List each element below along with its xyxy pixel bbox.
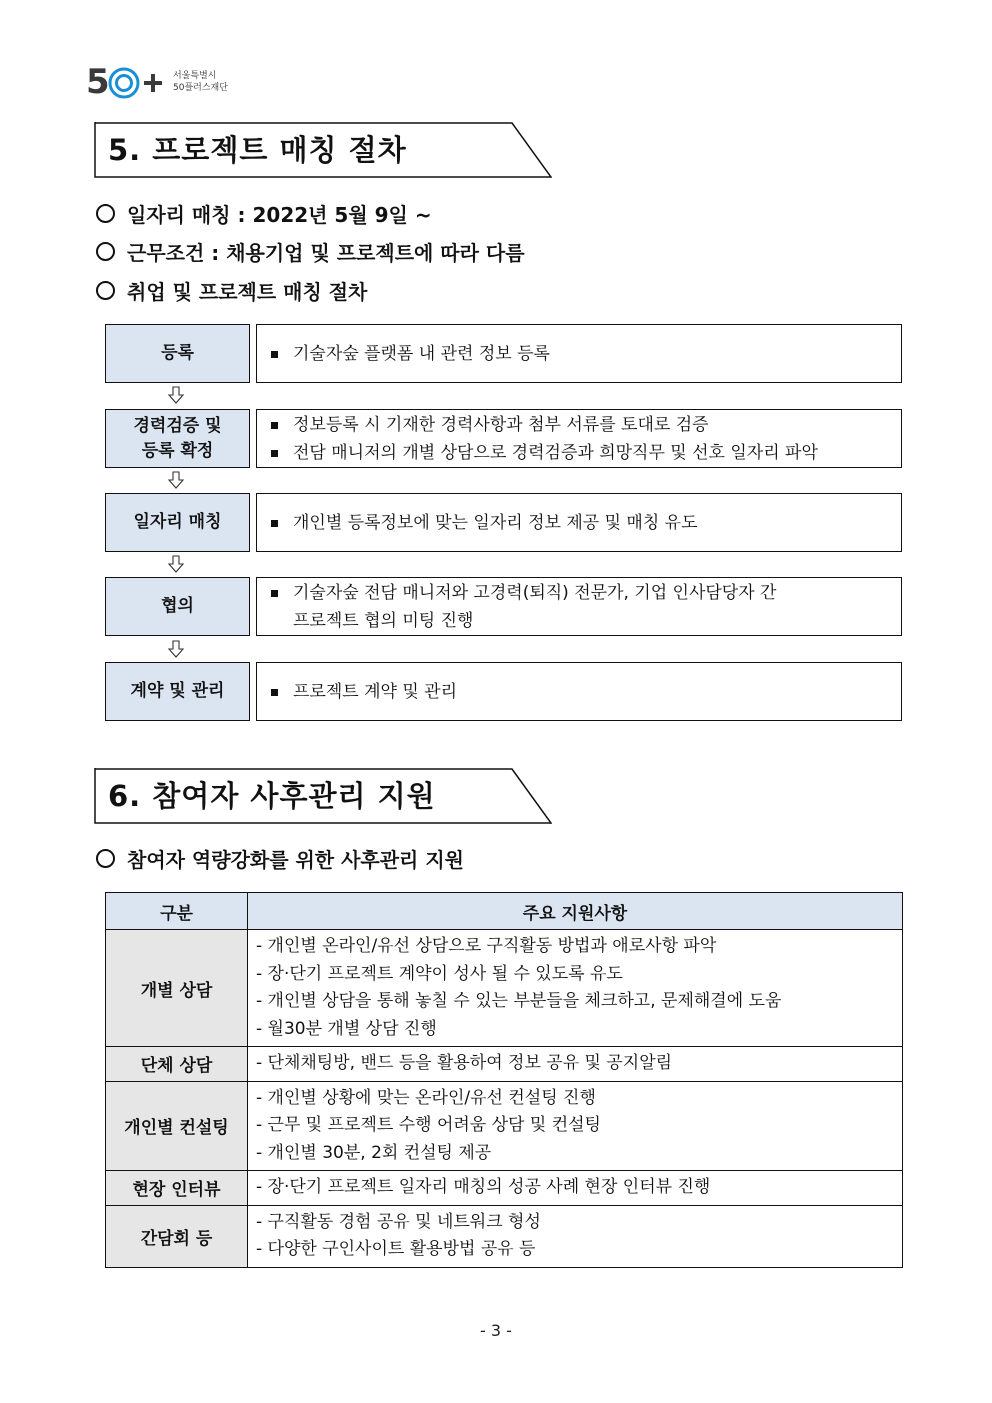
step-item: 전담 매니저의 개별 상담으로 경력검증과 희망직무 및 선호 일자리 파악 <box>257 439 901 467</box>
logo-org-line1: 서울특별시 <box>173 71 217 81</box>
page-number: - 3 - <box>480 1321 512 1340</box>
table-row <box>106 1205 903 1267</box>
bullet-text: 일자리 매칭 : 2022년 5월 9일 ~ <box>127 203 432 227</box>
bullet-aftercare <box>96 845 464 875</box>
table-row <box>106 1081 903 1171</box>
step-item: 프로젝트 계약 및 관리 <box>257 678 901 706</box>
table-row-items <box>248 1205 903 1267</box>
step-desc-registration <box>256 324 902 383</box>
table-item: - 개인별 상담을 통해 놓칠 수 있는 부분들을 체크하고, 문제해결에 도움 <box>256 991 782 1011</box>
bullet-process <box>96 277 367 307</box>
table-item: - 구직활동 경험 공유 및 네트워크 형성 <box>256 1211 541 1232</box>
down-arrow-icon <box>168 471 184 489</box>
step-desc-consultation <box>256 577 902 636</box>
down-arrow-icon <box>168 555 184 573</box>
step-item-continued: 프로젝트 협의 미팅 진행 <box>293 610 474 631</box>
bullet-matching-date <box>96 200 432 230</box>
table-item: - 개인별 상황에 맞는 온라인/유선 컨설팅 진행 <box>256 1087 596 1108</box>
logo-org-line2: 50플러스재단 <box>173 83 228 93</box>
table-row-items <box>248 1171 903 1206</box>
table-row <box>106 1047 903 1082</box>
table-row <box>106 1171 903 1206</box>
table-item: - 월30분 개별 상담 진행 <box>256 1018 437 1039</box>
step-item: 기술자숲 전담 매니저와 고경력(퇴직) 전문가, 기업 인사담당자 간 <box>257 579 901 607</box>
table-header-details: 주요 지원사항 <box>248 893 903 930</box>
table-item: - 개인별 온라인/유선 상담으로 구직활동 방법과 애로사항 파악 <box>256 936 717 956</box>
circle-bullet-icon <box>96 281 115 300</box>
bullet-working-conditions <box>96 238 525 268</box>
step-label-text-line1: 경력검증 및 <box>133 415 222 436</box>
section6-title-box <box>94 768 552 824</box>
table-row-items <box>248 930 903 1047</box>
table-row-items <box>248 1081 903 1171</box>
step-desc-contract <box>256 662 902 721</box>
table-header-category: 구분 <box>106 893 248 930</box>
table-row-category: 단체 상담 <box>106 1047 248 1082</box>
step-label-registration <box>105 324 250 383</box>
step-item: 개인별 등록정보에 맞는 일자리 정보 제공 및 매칭 유도 <box>257 509 901 537</box>
down-arrow-icon <box>168 386 184 404</box>
step-item: 기술자숲 플랫폼 내 관련 정보 등록 <box>257 340 901 368</box>
down-arrow-icon <box>168 640 184 658</box>
step-label-text: 계약 및 관리 <box>130 681 225 701</box>
step-label-text-line2: 등록 확정 <box>141 440 214 461</box>
table-item: - 근무 및 프로젝트 수행 어려움 상담 및 컨설팅 <box>256 1115 601 1135</box>
bullet-text: 근무조건 : 채용기업 및 프로젝트에 따라 다름 <box>127 241 525 265</box>
table-item: - 개인별 30분, 2회 컨설팅 제공 <box>256 1142 492 1163</box>
table-header-row <box>106 893 903 930</box>
step-item: 정보등록 시 기재한 경력사항과 첨부 서류를 토대로 검증 <box>257 411 901 439</box>
logo-numeral: 5 <box>86 62 110 102</box>
logo-mark-icon <box>86 62 174 102</box>
table-item: - 장·단기 프로젝트 계약이 성사 될 수 있도록 유도 <box>256 963 623 984</box>
logo <box>86 62 256 102</box>
table-item: - 단체채팅방, 밴드 등을 활용하여 정보 공유 및 공지알림 <box>256 1053 673 1073</box>
section5-title-box <box>94 122 552 178</box>
circle-bullet-icon <box>96 849 115 868</box>
step-label-consultation <box>105 577 250 636</box>
step-label-text: 협의 <box>161 596 194 616</box>
step-label-contract <box>105 662 250 721</box>
table-row-items <box>248 1047 903 1082</box>
table-item: - 장·단기 프로젝트 일자리 매칭의 성공 사례 현장 인터뷰 진행 <box>256 1177 711 1197</box>
step-desc-job-matching <box>256 493 902 552</box>
logo-org-name <box>173 70 228 94</box>
section5-title: 5. 프로젝트 매칭 절차 <box>108 133 407 167</box>
step-label-text: 일자리 매칭 <box>133 512 222 532</box>
table-row-category: 현장 인터뷰 <box>106 1171 248 1206</box>
table-item: - 다양한 구인사이트 활용방법 공유 등 <box>256 1239 536 1259</box>
table-row-category: 개인별 컨설팅 <box>106 1081 248 1171</box>
bullet-text: 참여자 역량강화를 위한 사후관리 지원 <box>127 848 464 872</box>
table-row-category: 간담회 등 <box>106 1205 248 1267</box>
circle-bullet-icon <box>96 204 115 223</box>
step-label-job-matching <box>105 493 250 552</box>
table-row <box>106 930 903 1047</box>
circle-bullet-icon <box>96 242 115 261</box>
step-desc-verification <box>256 409 902 468</box>
step-label-text: 등록 <box>161 343 194 363</box>
bullet-text: 취업 및 프로젝트 매칭 절차 <box>127 280 368 304</box>
step-label-verification <box>105 409 250 468</box>
aftercare-support-table <box>105 892 903 1268</box>
table-row-category: 개별 상담 <box>106 930 248 1047</box>
section6-title: 6. 참여자 사후관리 지원 <box>108 779 436 813</box>
